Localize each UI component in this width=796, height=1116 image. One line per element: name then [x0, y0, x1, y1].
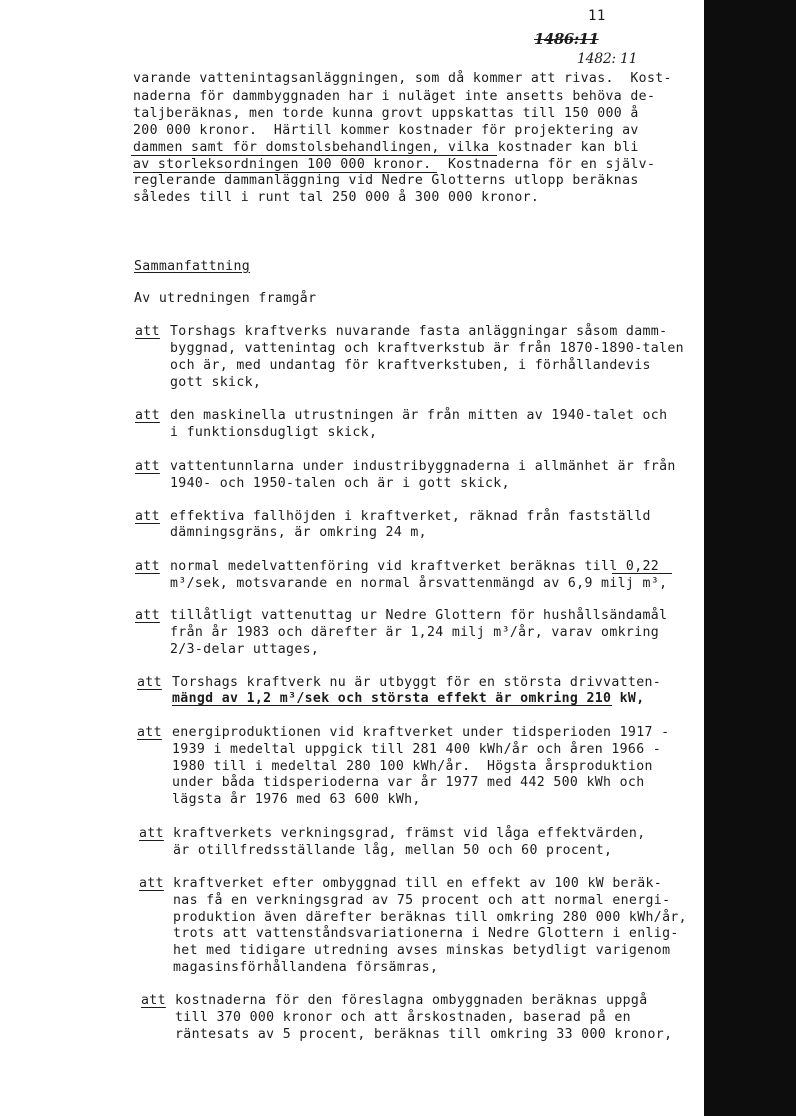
- pen-underline: [172, 705, 612, 706]
- item-line: mängd av 1,2 m³/sek och största effekt är omkring 210 kW,: [172, 691, 645, 706]
- intro-line: taljberäknas, men torde kunna grovt uppskattas till 150 000 å: [133, 106, 639, 121]
- item-line: och är, med undantag för kraftverkstuben, i förhållandevis: [170, 358, 651, 373]
- item-line: 2/3-delar uttages,: [170, 642, 320, 657]
- item-line: lägsta år 1976 med 63 600 kWh,: [172, 792, 421, 807]
- item-line: vattentunnlarna under industribyggnaderna i allmänhet är från: [170, 459, 676, 474]
- item-line: produktion även därefter beräknas till omkring 280 000 kWh/år,: [173, 910, 687, 925]
- item-line: kraftverkets verkningsgrad, främst vid låga effektvärden,: [173, 826, 646, 841]
- item-line: från år 1983 och därefter är 1,24 milj m³/år, varav omkring: [170, 625, 660, 640]
- scan-dark-edge: [704, 0, 796, 1116]
- handwritten-struck-note: 1486:11: [534, 30, 599, 48]
- item-marker: att: [135, 408, 160, 423]
- item-line: den maskinella utrustningen är från mitten av 1940-talet och: [170, 408, 668, 423]
- item-line: Torshags kraftverk nu är utbyggt för en största drivvatten-: [172, 675, 662, 690]
- item-line: dämningsgräns, är omkring 24 m,: [170, 525, 427, 540]
- item-marker: att: [141, 993, 166, 1008]
- intro-line: således till i runt tal 250 000 å 300 000 kronor.: [133, 190, 540, 205]
- item-line: kraftverket efter ombyggnad till en effekt av 100 kW beräk-: [173, 876, 663, 891]
- item-line: tillåtligt vattenuttag ur Nedre Glottern för hushållsändamål: [170, 608, 668, 623]
- page-number: 11: [588, 8, 606, 24]
- item-marker: att: [135, 324, 160, 339]
- item-line: trots att vattenståndsvariationerna i Nedre Glottern i enlig-: [173, 926, 679, 941]
- item-marker: att: [135, 608, 160, 623]
- item-line: är otillfredsställande låg, mellan 50 och 60 procent,: [173, 843, 613, 858]
- item-marker: att: [137, 725, 162, 740]
- item-line: m³/sek, motsvarande en normal årsvattenmängd av 6,9 milj m³,: [170, 576, 668, 591]
- pen-underline: [612, 573, 672, 574]
- item-line: kostnaderna för den föreslagna ombyggnaden beräknas uppgå: [175, 993, 648, 1008]
- item-line: het med tidigare utredning avses minskas betydligt varigenom: [173, 943, 671, 958]
- item-marker: att: [135, 559, 160, 574]
- item-line: energiproduktionen vid kraftverket under tidsperioden 1917 -: [172, 725, 670, 740]
- pen-underline: [133, 172, 437, 173]
- item-marker: att: [137, 675, 162, 690]
- item-line: 1940- och 1950-talen och är i gott skick,: [170, 476, 510, 491]
- item-line: nas få en verkningsgrad av 75 procent och att normal energi-: [173, 893, 671, 908]
- item-line: normal medelvattenföring vid kraftverket beräknas till 0,22: [170, 559, 660, 574]
- intro-line: dammen samt för domstolsbehandlingen, vilka kostnader kan bli: [133, 140, 639, 155]
- item-line: räntesats av 5 procent, beräknas till omkring 33 000 kronor,: [175, 1027, 673, 1042]
- intro-line: av storleksordningen 100 000 kronor. Kostnaderna för en själv-: [133, 157, 656, 172]
- intro-line: 200 000 kronor. Härtill kommer kostnader för projektering av: [133, 123, 639, 138]
- intro-line: naderna för dammbyggnaden har i nuläget inte ansetts behöva de-: [133, 89, 656, 104]
- item-marker: att: [135, 459, 160, 474]
- item-line: byggnad, vattenintag och kraftverkstub är från 1870-1890-talen: [170, 341, 684, 356]
- summary-heading: Sammanfattning: [134, 259, 251, 274]
- item-line: gott skick,: [170, 375, 262, 390]
- intro-line: varande vattenintagsanläggningen, som då kommer att rivas. Kost-: [133, 71, 672, 86]
- item-line: 1939 i medeltal uppgick till 281 400 kWh/år och åren 1966 -: [172, 742, 662, 757]
- item-marker: att: [135, 509, 160, 524]
- item-line: magasinsförhållandena försämras,: [173, 960, 439, 975]
- item-line: i funktionsdugligt skick,: [170, 425, 378, 440]
- item-line: effektiva fallhöjden i kraftverket, räknad från fastställd: [170, 509, 651, 524]
- item-marker: att: [139, 826, 164, 841]
- summary-lead: Av utredningen framgår: [134, 291, 317, 306]
- item-line: 1980 till i medeltal 280 100 kWh/år. Högsta årsproduktion: [172, 759, 653, 774]
- item-line: till 370 000 kronor och att årskostnaden, baserad på en: [175, 1010, 631, 1025]
- pen-underline: [131, 155, 497, 156]
- item-line: Torshags kraftverks nuvarande fasta anläggningar såsom damm-: [170, 324, 668, 339]
- intro-line: reglerande dammanläggning vid Nedre Glotterns utlopp beräknas: [133, 173, 639, 188]
- item-line: under båda tidsperioderna var år 1977 med 442 500 kWh och: [172, 775, 645, 790]
- item-marker: att: [139, 876, 164, 891]
- handwritten-reference-note: 1482: 11: [577, 51, 638, 67]
